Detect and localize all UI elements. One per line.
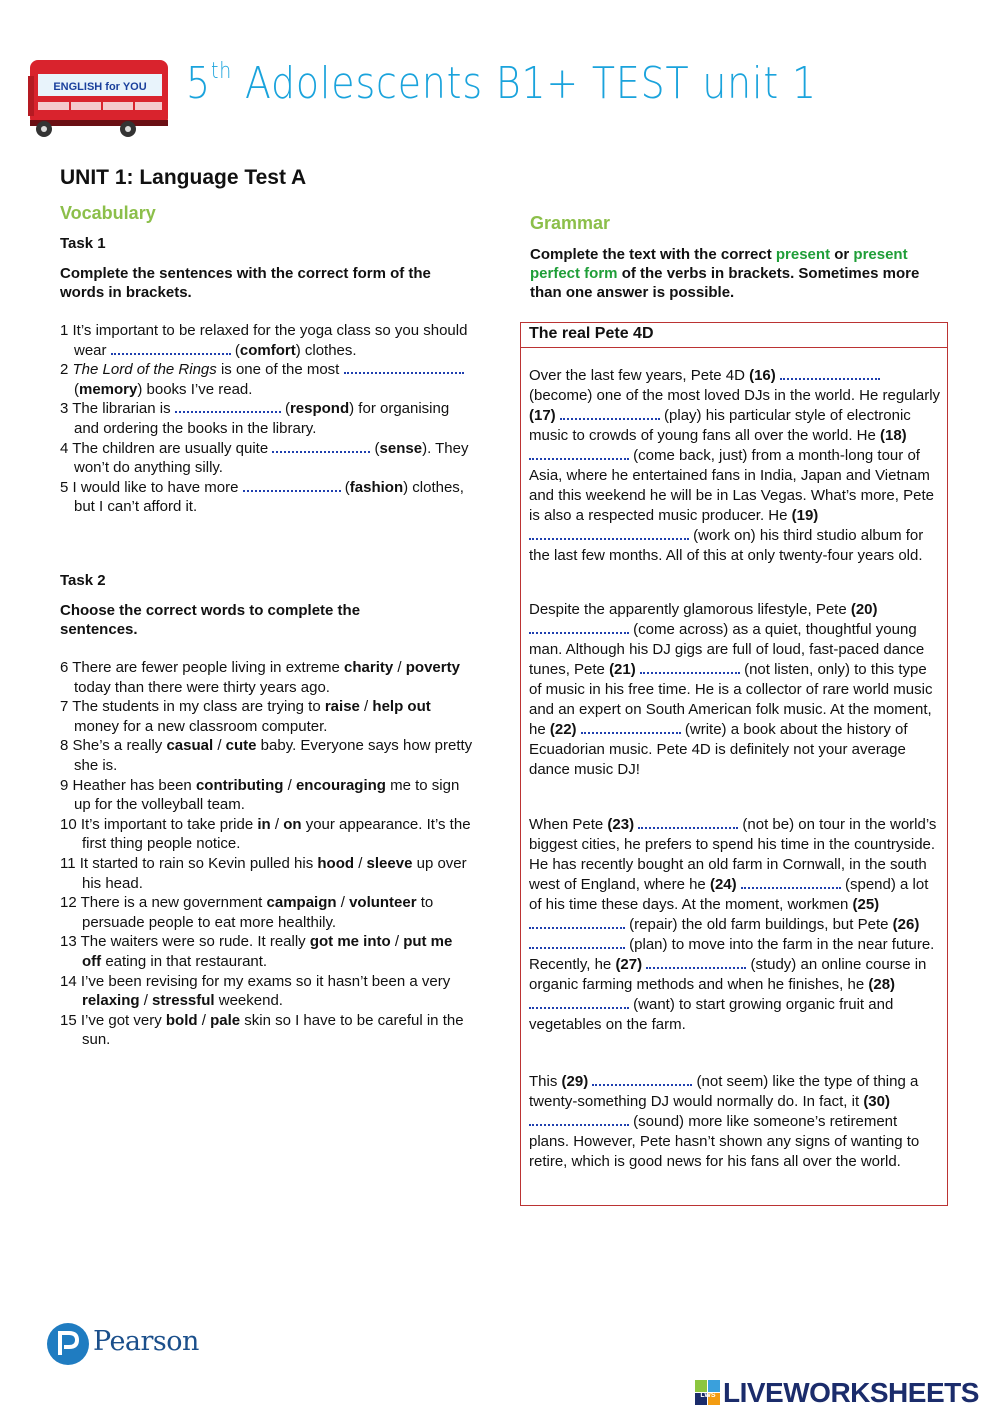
bus-logo-text: ENGLISH for YOU [53,81,147,93]
paragraph-3: When Pete (23) (not be) on tour in the world’s biggest cities, he prefers to spend his time in the countryside. He has recently bought an old farm in Cornwall, in the south west of England, where he (24) (spend) a lot of his time these days. At the moment, workmen (25) (repair) the old farm buildings, but Pete (26) (plan) to move into the farm in the near future. Recently, he (27) (study) an online course in organic farming methods and when he finishes, he (28) (want) to start growing organic fruit and vegetables on the farm. [529,816,937,1033]
answer-blank-3[interactable] [175,399,281,413]
answer-blank-27[interactable] [646,955,746,969]
list-item: 3 The librarian is (respond) for organising and ordering the books in the library. [60,400,450,437]
option[interactable]: contributing [195,776,284,794]
option[interactable]: stressful [152,992,215,1010]
answer-blank-22[interactable] [581,720,681,734]
option[interactable]: poverty [405,659,460,676]
list-item: 12 There is a new government campaign / volunteer to persuade people to eat more healthily. [60,894,434,931]
answer-blank-4[interactable] [272,439,370,453]
list-item: 2 The Lord of the Rings is one of the most (memory) books I’ve read. [60,360,472,399]
option[interactable]: put me off [82,933,453,970]
paragraph-2: Despite the apparently glamorous lifestyle, Pete (20) (come across) as a quiet, thoughtful young man. Although his DJ gigs are full of loud, fast-paced dance tunes, Pete (21) (not listen, only) to this type of music in his free time. He is a collector of rare world music and an expert on South American folk music. At the moment, he (22) (write) a book about the history of Ecuadorian music. Pete 4D is definitely not your average dance music DJ! [529,601,933,778]
option[interactable]: cute [225,737,257,755]
paragraph-4: This (29) (not seem) like the type of thing a twenty-something DJ would normally do. In fact, it (30) (sound) more like someone’s retirement plans. However, Pete hasn’t shown any signs of wanting to retire, which is good news for his fans all over the world. [529,1073,920,1170]
task2-label: Task 2 [60,572,106,589]
answer-blank-23[interactable] [638,815,738,829]
answer-blank-25[interactable] [529,915,625,929]
english-for-you-bus-logo [26,58,170,138]
liveworksheets-logo-icon [695,1380,721,1406]
task1-list [60,321,472,517]
list-item: 8 She’s a really casual / cute baby. Everyone says how pretty she is. [60,737,473,774]
title-text: Adolescents B1+ TEST unit 1 [232,58,817,109]
option[interactable]: help out [372,698,431,716]
option[interactable]: campaign [266,894,337,912]
list-item: 14 I’ve been revising for my exams so it hasn’t been a very relaxing / stressful weekend. [60,972,451,1010]
option[interactable]: in [257,815,271,833]
answer-blank-29[interactable] [592,1072,692,1086]
answer-blank-19[interactable] [529,526,689,540]
option[interactable]: hood [317,854,355,872]
liveworksheets-badge-text: LWS [700,1392,716,1399]
list-item: 9 Heather has been contributing / encouraging me to sign up for the volleyball team. [60,776,460,814]
option[interactable]: relaxing [82,992,140,1010]
list-item: 10 It’s important to take pride in / on your appearance. It’s the first thing people notice. [60,815,471,853]
publisher-name: Pearson [93,1326,199,1357]
unit-title: UNIT 1: Language Test A [60,166,307,189]
option[interactable]: casual [166,737,214,755]
option[interactable]: raise [324,698,360,716]
list-item: 7 The students in my class are trying to raise / help out money for a new classroom computer. [60,698,431,735]
title-superscript: th [210,59,233,85]
option[interactable]: got me into [309,933,391,951]
answer-blank-16[interactable] [780,366,880,380]
option[interactable]: on [283,815,302,833]
answer-blank-24[interactable] [741,875,841,889]
answer-blank-2[interactable] [344,360,464,374]
task1-label: Task 1 [60,235,106,252]
list-item: 6 There are fewer people living in extreme charity / poverty today than there were thirty years ago. [60,659,460,696]
answer-blank-20[interactable] [529,620,629,634]
option[interactable]: bold [165,1011,198,1029]
text-box-title: The real Pete 4D [520,322,948,348]
grammar-heading: Grammar [530,213,611,233]
list-item: 11 It started to rain so Kevin pulled his hood / sleeve up over his head. [60,854,467,892]
list-item: 1 It’s important to be relaxed for the yoga class so you should wear (comfort) clothes. [60,322,468,359]
vocabulary-heading: Vocabulary [60,203,156,223]
list-item: 15 I’ve got very bold / pale skin so I have to be careful in the sun. [60,1011,464,1049]
answer-blank-17[interactable] [560,406,660,420]
task2-instruction: Choose the correct words to complete the sentences. [60,602,361,638]
answer-blank-5[interactable] [243,478,341,492]
option[interactable]: sleeve [366,854,413,872]
task1-instruction: Complete the sentences with the correct form of the words in brackets. [60,265,431,301]
answer-blank-26[interactable] [529,935,625,949]
list-item: 4 The children are usually quite (sense). They won’t do anything silly. [60,439,469,477]
option[interactable]: encouraging [295,776,386,794]
pearson-logo-icon [46,1322,90,1366]
answer-blank-28[interactable] [529,995,629,1009]
answer-blank-18[interactable] [529,446,629,460]
answer-blank-30[interactable] [529,1112,629,1126]
option[interactable]: pale [210,1011,241,1029]
option[interactable]: volunteer [349,894,417,912]
option[interactable]: charity [344,659,394,676]
worksheet-title [186,58,817,109]
answer-blank-21[interactable] [640,660,740,674]
task2-list [60,658,474,1050]
liveworksheets-brand: LIVEWORKSHEETS [723,1377,979,1408]
list-item: 5 I would like to have more (fashion) clothes, but I can’t afford it. [60,478,464,516]
answer-blank-1[interactable] [111,341,231,355]
grammar-instruction: Complete the text with the correct present or present perfect form of the verbs in brackets. Sometimes more than one answer is possible. [530,246,920,301]
list-item: 13 The waiters were so rude. It really got me into / put me off eating in that restaurant. [60,933,453,970]
title-number: 5 [186,58,211,109]
paragraph-1: Over the last few years, Pete 4D (16) (become) one of the most loved DJs in the world. He regularly (17) (play) his particular style of electronic music to crowds of young fans all over the world. He (18) (come back, just) from a month-long tour of Asia, where he entertained fans in India, Japan and Vietnam and this weekend he will be in Las Vegas. What’s more, Pete is also a respected music producer. He (19) (work on) his third studio album for the last few months. All of this at only twenty-four years old. [529,367,941,564]
